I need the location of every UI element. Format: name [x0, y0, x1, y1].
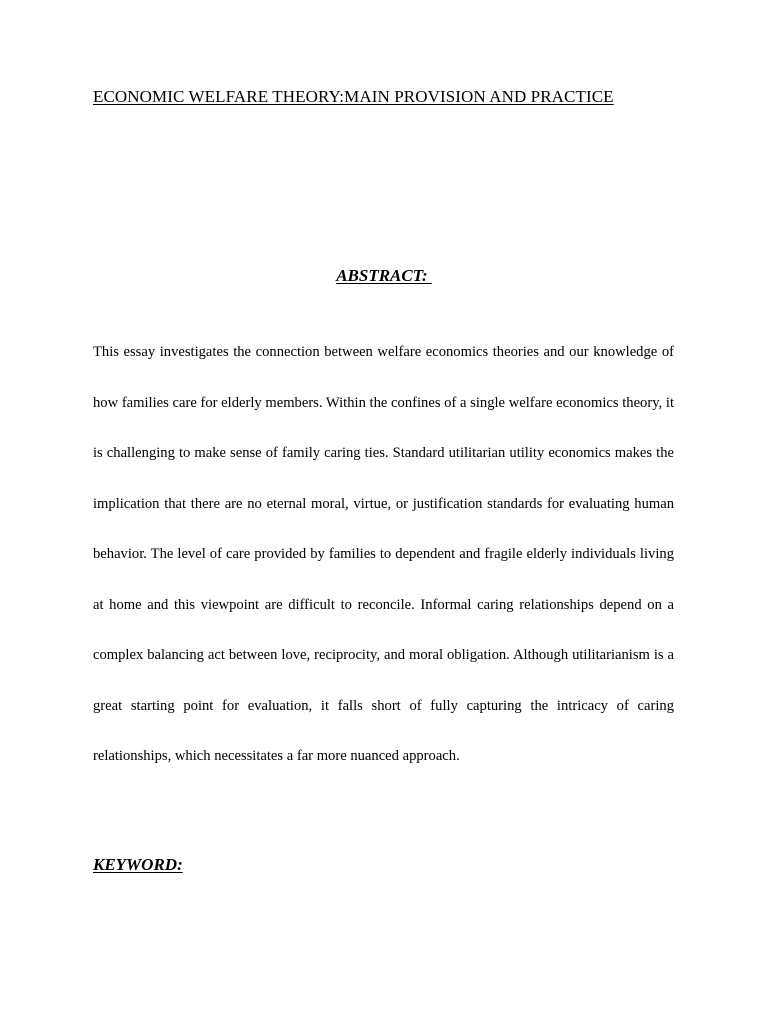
- keyword-heading: KEYWORD:: [93, 855, 183, 874]
- abstract-heading: ABSTRACT:: [336, 266, 432, 285]
- abstract-paragraph: This essay investigates the connection between welfare economics theories and our knowledge of how families care for elderly members. Within the confines of a single welfare economics theory, it is challenging to make sense of family caring ties. Standard utilitarian utility economics makes the implication that there are no eternal moral, virtue, or justification standards for evaluating human behavior. The level of care provided by families to dependent and fragile elderly individuals living at home and this viewpoint are difficult to reconcile. Informal caring relationships depend on a complex balancing act between love, reciprocity, and moral obligation. Although utilitarianism is a great starting point for evaluation, it falls short of fully capturing the intricacy of caring relationships, which necessitates a far more nuanced approach.: [93, 344, 674, 764]
- document-title: ECONOMIC WELFARE THEORY:MAIN PROVISION AND PRACTICE: [93, 87, 614, 106]
